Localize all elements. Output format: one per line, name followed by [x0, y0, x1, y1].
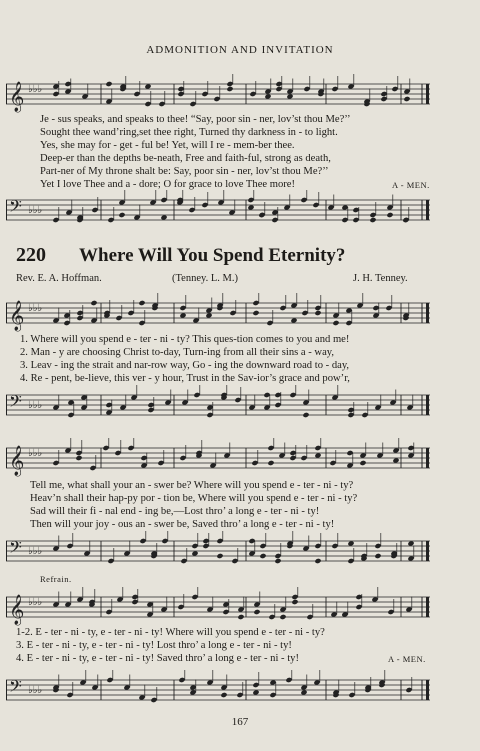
- treble-staff: [6, 293, 432, 333]
- svg-text:𝄢: 𝄢: [9, 391, 22, 415]
- lyric-line: Deep-er than the depths be-neath, Free and faith-ful, strong as death,: [40, 153, 331, 164]
- svg-text:𝄞: 𝄞: [9, 446, 25, 476]
- svg-text:♭♭♭: ♭♭♭: [28, 685, 43, 696]
- svg-text:♭♭♭: ♭♭♭: [28, 448, 43, 459]
- lyric-line: Sought thee wand’ring,set thee right, Turned thy darkness in - to light.: [40, 127, 338, 138]
- lyric-line: Part-ner of My throne shalt be: Say, poor sin - ner, lov’st thou Me?’’: [40, 166, 329, 177]
- treble-staff: [6, 438, 432, 478]
- svg-text:♭♭♭: ♭♭♭: [28, 84, 43, 95]
- bass-staff: [6, 531, 432, 571]
- tune-name: (Tenney. L. M.): [172, 273, 238, 284]
- lyric-line-text: Yet I love Thee and a - dore; O for grace to love Thee more!: [40, 179, 296, 190]
- svg-text:𝄞: 𝄞: [9, 595, 25, 625]
- author-credit: Rev. E. A. Hoffman.: [16, 273, 102, 284]
- lyric-line: 1. Where will you spend e - ter - ni - ty? This ques-tion comes to you and me!: [20, 334, 350, 345]
- bass-staff: [6, 190, 432, 230]
- lyric-line: 3. Leav - ing the strait and nar-row way, Go - ing the downward road to - day,: [20, 360, 350, 371]
- lyric-line-text: 4. E - ter - ni - ty, e - ter - ni - ty! Saved thro’ a long e - ter - ni - ty!: [16, 653, 299, 664]
- amen-label: A - MEN.: [388, 654, 426, 664]
- verse-lines: [40, 113, 440, 191]
- verse-lines: [20, 333, 420, 385]
- refrain-label: Refrain.: [40, 574, 72, 584]
- lyric-line: 1-2. E - ter - ni - ty, e - ter - ni - ty! Where will you spend e - ter - ni - ty?: [16, 627, 325, 638]
- bass-staff: [6, 385, 432, 425]
- svg-text:𝄢: 𝄢: [9, 196, 22, 220]
- treble-staff: [6, 74, 432, 114]
- running-head: ADMONITION AND INVITATION: [146, 44, 334, 56]
- verse-lines: [30, 479, 430, 531]
- svg-text:♭♭♭: ♭♭♭: [28, 303, 43, 314]
- svg-text:𝄞: 𝄞: [9, 82, 25, 112]
- lyric-line: [16, 652, 436, 665]
- svg-text:♭♭♭: ♭♭♭: [28, 597, 43, 608]
- lyric-line: 2. Man - y are choosing Christ to-day, Turn-ing from all their sins a - way,: [20, 347, 335, 358]
- amen-label: A - MEN.: [392, 180, 430, 190]
- lyric-line: Yes, she may for - get - ful be! Yet, will I re - mem-ber thee.: [40, 140, 295, 151]
- svg-text:𝄞: 𝄞: [9, 301, 25, 331]
- lyric-line: 4. Re - pent, be-lieve, this ver - y hour, Trust in the Sav-ior’s grace and pow’r,: [20, 373, 350, 384]
- lyric-line: Heav’n shall their hap-py por - tion be, Where will you spend e - ter - ni - ty?: [30, 493, 358, 504]
- hymn-title: Where Will You Spend Eternity?: [79, 245, 346, 266]
- svg-text:♭♭♭: ♭♭♭: [28, 400, 43, 411]
- bass-staff: [6, 670, 432, 710]
- lyric-line: Sad will their fi - nal end - ing be,—Lost thro’ a long e - ter - ni - ty!: [30, 506, 320, 517]
- lyric-line: 3. E - ter - ni - ty, e - ter - ni - ty! Lost thro’ a long e - ter - ni - ty!: [16, 640, 292, 651]
- lyric-line: Then will your joy - ous an - swer be, Saved thro’ a long e - ter - ni - ty!: [30, 519, 335, 530]
- svg-text:𝄢: 𝄢: [9, 676, 22, 700]
- page-number: 167: [231, 716, 249, 728]
- hymn-number: 220: [16, 244, 46, 266]
- refrain-lines: [16, 626, 426, 665]
- svg-text:𝄢: 𝄢: [9, 537, 22, 561]
- lyric-line: Je - sus speaks, and speaks to thee! “Say, poor sin - ner, lov’st thou Me?’’: [40, 114, 351, 125]
- composer-credit: J. H. Tenney.: [353, 273, 408, 284]
- treble-staff: [6, 587, 432, 627]
- svg-text:♭♭♭: ♭♭♭: [28, 546, 43, 557]
- svg-text:♭♭♭: ♭♭♭: [28, 205, 43, 216]
- lyric-line: Tell me, what shall your an - swer be? Where will you spend e - ter - ni - ty?: [30, 480, 354, 491]
